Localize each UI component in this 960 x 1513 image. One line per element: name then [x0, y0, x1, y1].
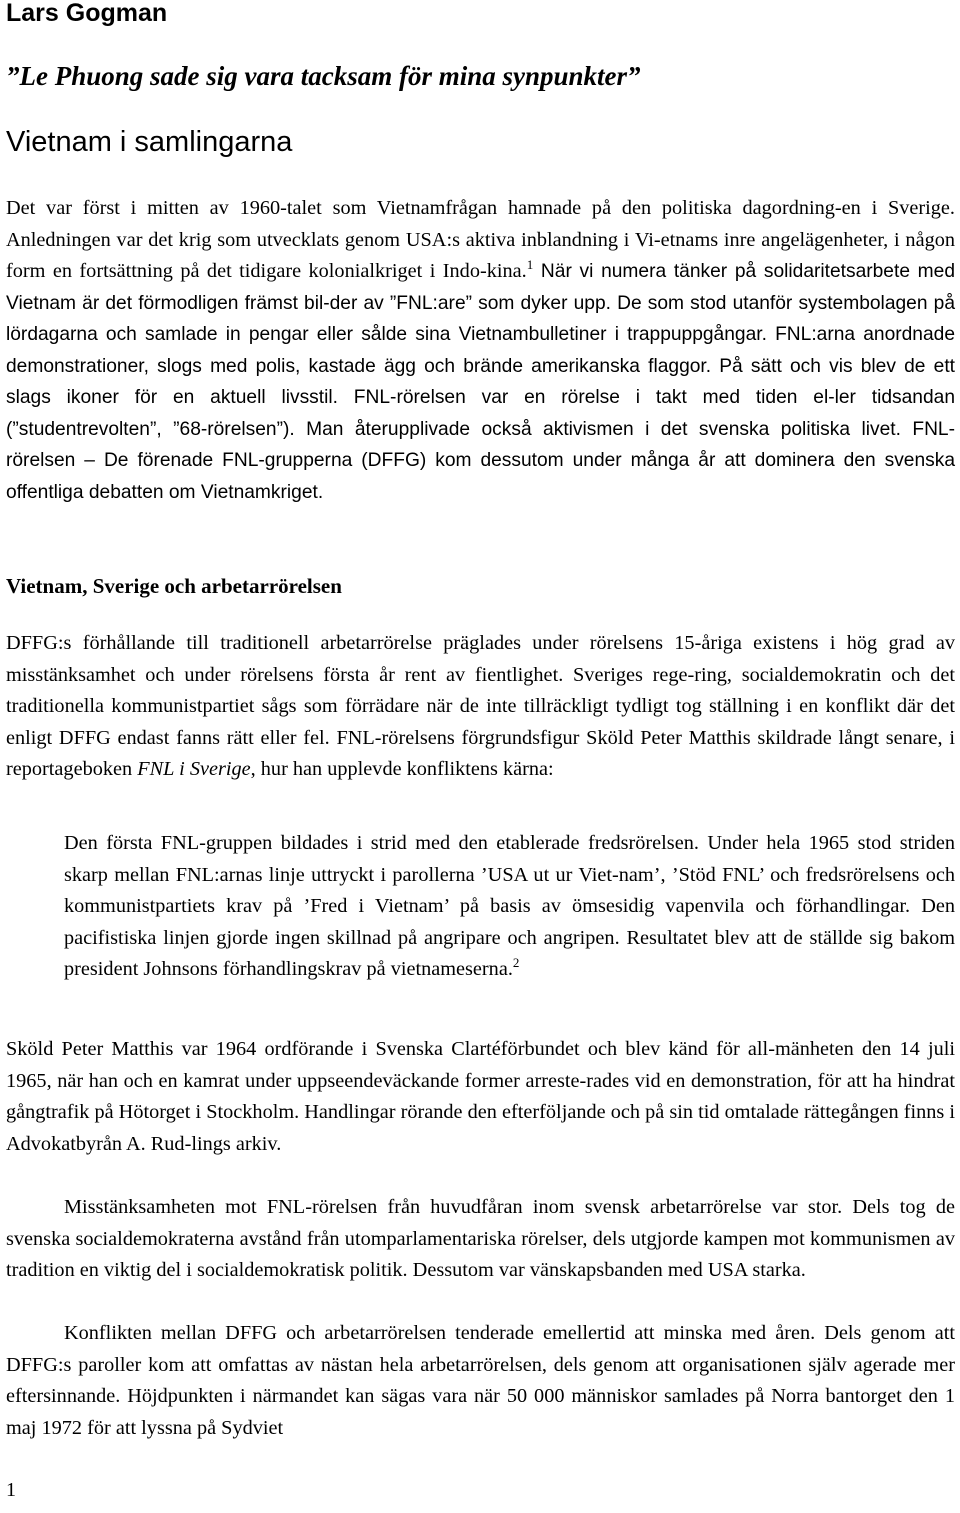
document-subtitle: ”Le Phuong sade sig vara tacksam för mina synpunkter”: [6, 61, 641, 91]
footnote-ref-2[interactable]: 2: [512, 955, 520, 970]
intro-paragraph: [6, 193, 955, 508]
book-title: FNL i Sverige: [137, 758, 251, 780]
footnote-ref-1[interactable]: 1: [526, 257, 534, 272]
quote-text: Den första FNL-gruppen bildades i strid med den etablerade fredsrörelsen. Under hela 1965 stod striden skarp mellan FNL:arnas linje uttryckt i parollerna ’USA ut ur Viet-nam’, ’Stöd FNL’ och fredsrörelsens och kommunistpartiets krav på ’Fred i Vietnam’ på basis av ömsesidig vapenvila och förhandlingar. Den pacifistiska linjen gjorde ingen skillnad på angripare och angripen. Resultatet blev att de ställde sig bakom president Johnsons förhandlingskrav på vietnameserna.: [64, 832, 955, 980]
section-paragraph-4: Konflikten mellan DFFG och arbetarrörelsen tenderade emellertid att minska med åren. Dels genom att DFFG:s paroller kom att omfattas av nästan hela arbetarrörelsen, dels genom att organisationen själv agerade mer eftersinnande. Höjdpunkten i närmandet kan sägas vara när 50 000 människor samlades på Norra bantorget den 1 maj 1972 för att lyssna på Sydviet: [6, 1322, 955, 1439]
section-heading: Vietnam, Sverige och arbetarrörelsen: [6, 574, 342, 598]
section-text-a: DFFG:s förhållande till traditionell arbetarrörelse präglades under rörelsens 15-åriga existens i hög grad av misstänksamhet och under rörelsens första år rent av fientlighet. Sveriges rege-ring, socialdemokratin och det traditionella kommunistpartiet sågs som förrädare när de inte tillräckligt tydligt tog ställning i en konflikt där det enligt DFFG endast fanns rätt eller fel. FNL-rörelsens förgrundsfigur Sköld Peter Matthis skildrade långt senare, i reportageboken: [6, 632, 955, 780]
block-quote: [64, 828, 955, 986]
intro-text-a: Det var först i mitten av 1960-talet som Vietnamfrågan hamnade på den politiska dagordning-en i Sverige. Anledningen var det krig som utvecklats genom USA:s aktiva inblandning i Vi-etnams inre angelägenheter, i någon form en fortsättning på det tidigare kolonialkriget i Indo-kina.: [6, 197, 955, 282]
author-name: Lars Gogman: [6, 0, 168, 27]
section-paragraph-3: Misstänksamheten mot FNL-rörelsen från huvudfåran inom svensk arbetarrörelse var stor. Dels tog de svenska socialdemokraterna avstånd från utomparlamentariska rörelser, dels utgjorde kampen mot kommunismen av tradition en viktig del i socialdemokratisk politik. Dessutom var vänskapsbanden med USA starka.: [6, 1196, 955, 1281]
section-paragraph-1: [6, 628, 955, 786]
page-title: Vietnam i samlingarna: [6, 126, 293, 158]
page-number: 1: [6, 1479, 16, 1501]
intro-text-b: När vi numera tänker på solidaritetsarbete med Vietnam är det förmodligen främst bil-der av ”FNL:are” som dyker upp. De som stod utanför systembolagen på lördagarna och samlade in pengar eller sålde sina Vietnambulletiner i trappuppgångar. FNL:arna anordnade demonstrationer, slogs med polis, kastade ägg och brände amerikanska flaggor. På sätt och vis blev de ett slags ikoner för en aktuell livsstil. FNL-rörelsen var en rörelse i takt med tiden el-ler tidsandan (”studentrevolten”, ”68-rörelsen”). Man återupplivade också aktivismen i det svenska politiska livet. FNL-rörelsen – De förenade FNL-grupperna (DFFG) kom dessutom under många år att dominera den svenska offentliga debatten om Vietnamkriget.: [6, 261, 956, 503]
section-text-b: , hur han upplevde konfliktens kärna:: [250, 758, 554, 780]
section-paragraph-2: Sköld Peter Matthis var 1964 ordförande i Svenska Clartéförbundet och blev känd för all-mänheten den 14 juli 1965, när han och en kamrat under uppseendeväckande former arreste-rades vid en demonstration, för att ha hindrat gångtrafik på Hötorget i Stockholm. Handlingar rörande den efterföljande och på sin tid omtalade rättegången finns i Advokatbyrån A. Rud-lings arkiv.: [6, 1038, 955, 1155]
